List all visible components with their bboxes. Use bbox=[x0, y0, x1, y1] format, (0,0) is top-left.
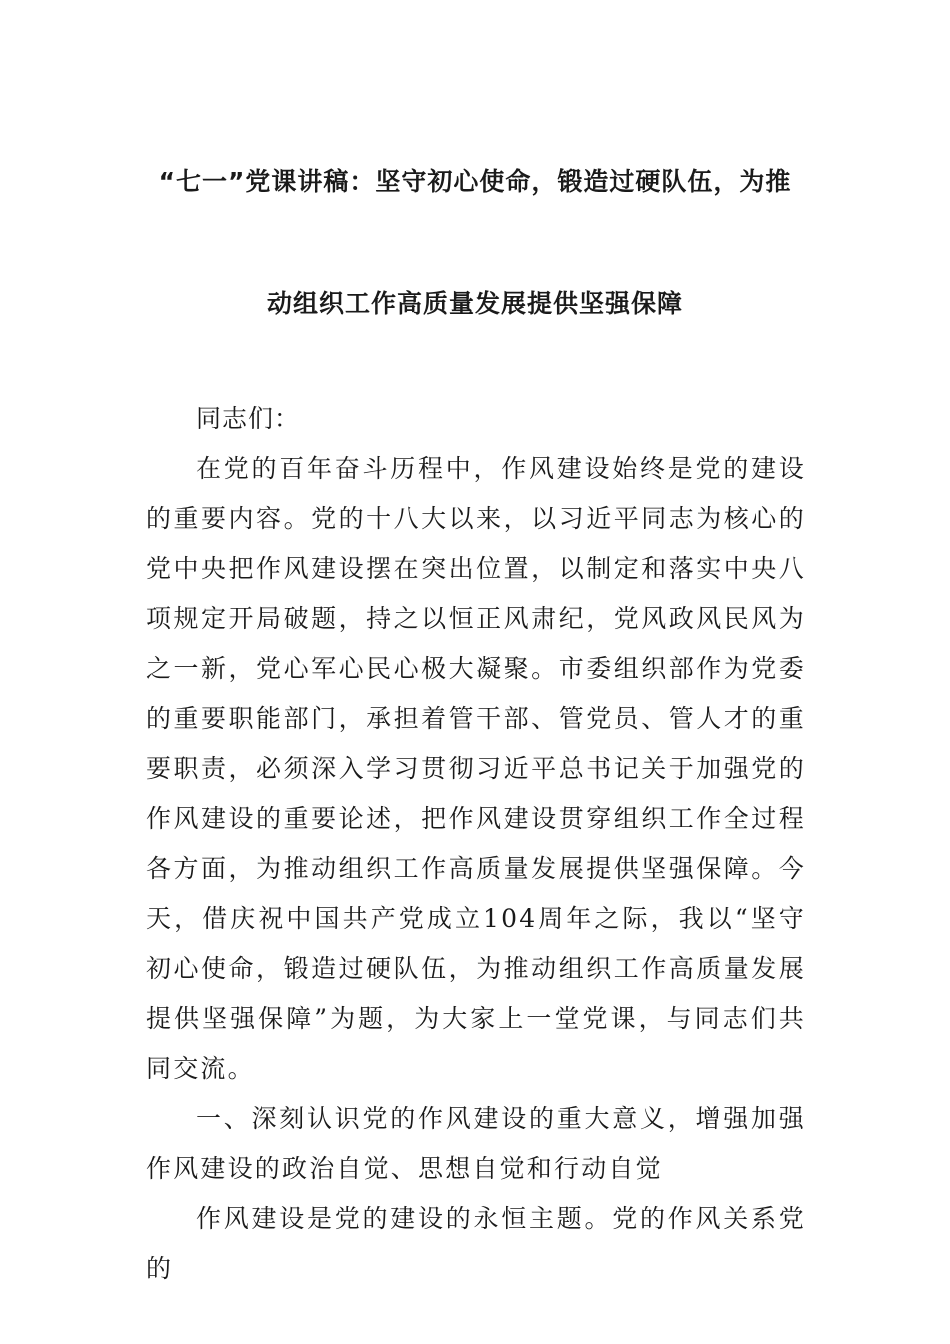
document-title-line-2: 动组织工作高质量发展提供坚强保障 bbox=[266, 289, 683, 318]
salutation: 同志们： bbox=[196, 404, 301, 433]
paragraph-section-1: 作风建设是党的建设的永恒主题。党的作风关系党的 bbox=[146, 1204, 806, 1283]
paragraph-intro: 在党的百年奋斗历程中，作风建设始终是党的建设的重要内容。党的十八大以来，以习近平同志为核心的党中央把作风建设摆在突出位置，以制定和落实中央八项规定开局破题，持之以恒正风肃纪，党风政风民风为之一新，党心军心民心极大凝聚。市委组织部作为党委的重要职能部门，承担着管干部、管党员、管人才的重要职责，必须深入学习贯彻习近平总书记关于加强党的作风建设的重要论述，把作风建设贯穿组织工作全过程各方面，为推动组织工作高质量发展提供坚强保障。今天，借庆祝中国共产党成立104周年之际，我以“坚守初心使命，锻造过硬队伍，为推动组织工作高质量发展提供坚强保障”为题，为大家上一堂党课，与同志们共同交流。 bbox=[146, 454, 806, 1083]
section-heading-1: 一、深刻认识党的作风建设的重大意义，增强加强作风建设的政治自觉、思想自觉和行动自觉 bbox=[146, 1104, 806, 1183]
document-body bbox=[146, 394, 806, 1294]
document-title-line-1: “七一”党课讲稿：坚守初心使命，锻造过硬队伍，为推 bbox=[158, 167, 792, 196]
